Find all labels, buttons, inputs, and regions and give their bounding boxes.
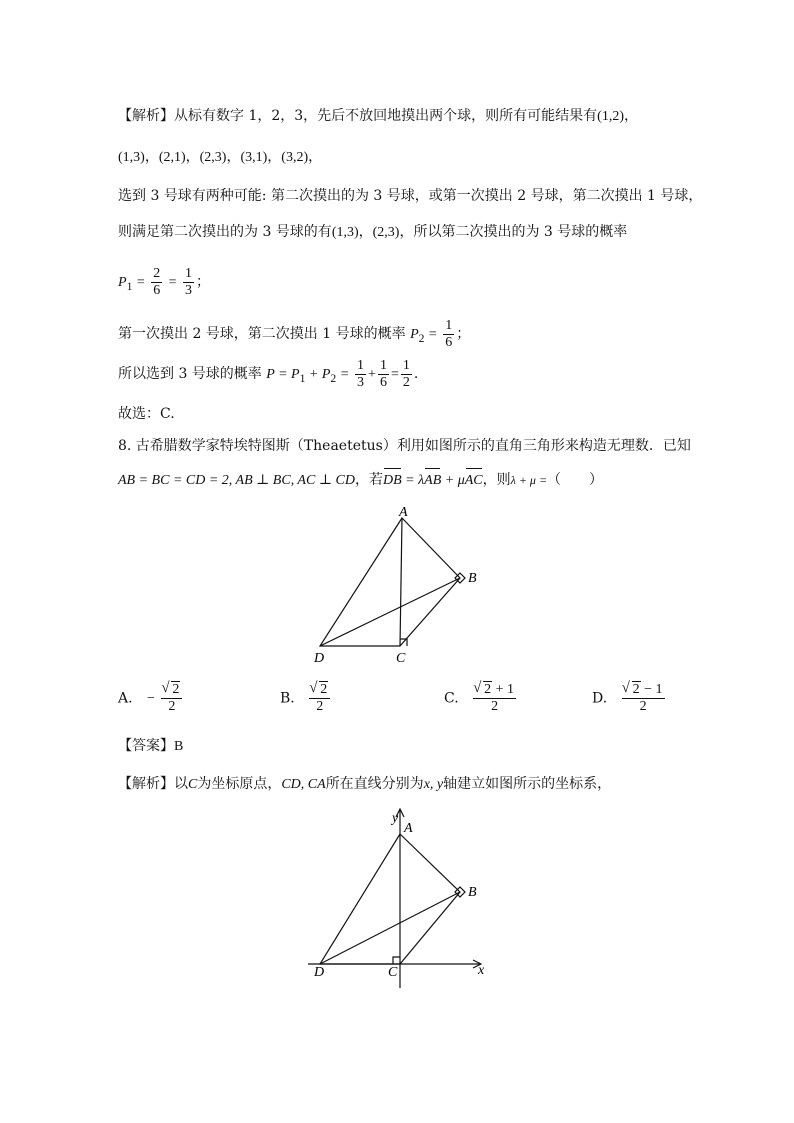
p1-subscript: 1 [126,279,133,293]
answer-tag: 【答案】 [118,738,174,754]
p-total-frac-2 [378,358,389,391]
p1-frac-2 [183,266,194,299]
conclusion: 故选：C. [118,406,175,422]
p-total-eq-1: = [340,367,349,382]
option-b-radicand: 2 [320,682,328,697]
p-total-text: 所以选到 3 号球的概率 [118,366,262,382]
p2-eq: = [428,327,437,342]
option-b-key: B. [280,690,295,707]
fig1-label-a: A [399,505,408,520]
analysis-2-text-3: 所在直线分别为 [325,776,424,792]
option-d-extra: − 1 [640,682,663,697]
q8-conditions: AB = BC = CD = 2, AB ⊥ BC, AC ⊥ CD [118,473,355,488]
q8-ask: ，则 [482,472,511,488]
answer-line [118,736,183,757]
option-a[interactable] [118,682,184,715]
vector-ab: AB [424,471,441,491]
option-a-den: 2 [168,699,176,714]
analysis-line-3 [118,186,702,206]
p2-end: ； [456,326,471,342]
q8-ask-expr: λ + μ = [510,473,548,487]
fig2-label-d: D [314,965,325,980]
p-total-frac-3 [401,358,412,391]
fig2-label-y: y [392,811,399,826]
p2-subscript: 2 [418,331,425,345]
answer-value: B [174,739,184,754]
analysis-2-text-4: 轴建立如图所示的坐标系， [443,776,612,792]
p-total-frac-2-den: 6 [379,374,387,390]
fig1-segment-ac [400,518,402,646]
fig1-label-b: B [468,571,477,586]
p1-end: ； [196,274,211,290]
q8-plus-mu: + μ [441,473,465,488]
p2-equation [118,316,470,357]
prob-text: ，所以第二次摸出的为 3 号球的概率 [399,224,628,240]
pair-separator: ， [624,108,638,124]
analysis-2-tag: 【解析】 [118,776,174,792]
option-d-frac [622,682,665,715]
option-d[interactable] [592,682,667,715]
fig1-segment-db [320,578,460,646]
p-total-frac-3-num: 1 [402,357,410,373]
p1-frac-1-den: 6 [153,282,161,298]
option-b[interactable] [280,682,332,715]
option-c-key: C. [444,690,459,707]
p2-symbol: P [410,327,419,342]
option-b-frac [309,682,330,715]
q8-if: ，若 [354,472,383,488]
analysis-2-axes: x, y [423,777,444,792]
analysis-line-1 [118,106,638,127]
fig1-quadrilateral [320,518,460,646]
option-c-extra: + 1 [492,682,515,697]
q8-eq-lambda: = λ [401,473,425,488]
analysis-line-4 [118,222,627,243]
case-text: 则满足第二次摸出的为 3 号球的有 [118,224,332,240]
question-8-line-2 [118,470,603,491]
option-c[interactable] [444,682,518,715]
two-cases-text: 选到 3 号球有两种可能: 第二次摸出的为 3 号球，或第一次摸出 2 号球，第二次摸出 1 号球， [118,188,703,204]
figure-2-coordinate [300,804,500,994]
p-total-end: . [413,366,419,382]
fig2-label-a: A [404,821,413,836]
fig1-label-d: D [314,651,325,666]
vector-ac: AC [465,471,483,491]
analysis-2-text-1: 以 [174,776,188,792]
pairs-list: (1,3)，(2,1)，(2,3)，(3,1)，(3,2)， [118,150,323,165]
p2-frac-den: 6 [445,334,453,350]
fig2-segment-db [320,892,460,964]
p1-frac-2-num: 1 [185,265,193,281]
option-b-den: 2 [316,699,324,714]
p1-symbol: P [118,275,127,290]
p-total-lhs: P = P [266,367,300,382]
fig2-label-x: x [478,963,485,978]
p-total-frac-2-num: 1 [379,357,387,373]
option-a-radicand: 2 [172,682,180,697]
p-total-frac-3-den: 2 [402,374,410,390]
analysis-2-text-2: 为坐标原点， [197,776,282,792]
p-total-frac-1-num: 1 [357,357,365,373]
analysis-2-lines: CD, CA [281,777,326,792]
p-total-frac-1-den: 3 [357,374,365,390]
p-total-frac-1 [355,358,366,391]
option-d-den: 2 [639,699,647,714]
p-total-equation [118,356,418,397]
p-total-sub-2: 2 [330,371,337,385]
p-total-plus-sign: + [368,367,376,382]
question-8-line-1: 8. 古希腊数学家特埃特图斯（Theaetetus）利用如图所示的直角三角形来构造无理数．已知 [118,438,691,454]
option-a-frac [161,682,182,715]
figure-1-triangles [300,500,490,670]
option-c-frac [473,682,516,715]
analysis-2-line [118,774,611,795]
case-pairs: (1,3)，(2,3) [331,225,400,240]
option-d-key: D. [592,690,608,707]
analysis-text: 从标有数字 1，2，3，先后不放回地摸出两个球，则所有可能结果有 [174,108,598,124]
p1-eq-2: = [168,275,177,290]
p2-text: 第一次摸出 2 号球，第二次摸出 1 号球的概率 [118,326,406,342]
p1-frac-1 [151,266,162,299]
fig1-label-c: C [396,651,406,666]
fig2-quadrilateral [320,834,460,964]
option-c-den: 2 [491,699,499,714]
option-a-sign: − [147,690,155,706]
p1-frac-1-num: 2 [153,265,161,281]
analysis-pairs-line [118,148,322,168]
option-c-radicand: 2 [484,682,492,697]
fig2-label-c: C [388,965,398,980]
vector-db: DB [383,471,402,491]
fig2-label-b: B [468,885,477,900]
analysis-tag: 【解析】 [118,108,174,124]
p-total-plus: + P [305,367,331,382]
p2-frac [443,318,454,351]
p1-eq-1: = [136,275,145,290]
p-total-eq-2: = [390,367,399,382]
fig2-right-angle-c [393,957,400,964]
p-total-sub-1: 1 [299,371,306,385]
p2-frac-num: 1 [445,317,453,333]
p1-equation [118,264,210,305]
q8-paren: （ ） [547,472,604,488]
option-d-radicand: 2 [632,682,640,697]
p1-frac-2-den: 3 [185,282,193,298]
pair-1-2: (1,2) [597,109,624,124]
analysis-2-origin: C [188,777,198,792]
option-a-key: A. [118,690,133,707]
